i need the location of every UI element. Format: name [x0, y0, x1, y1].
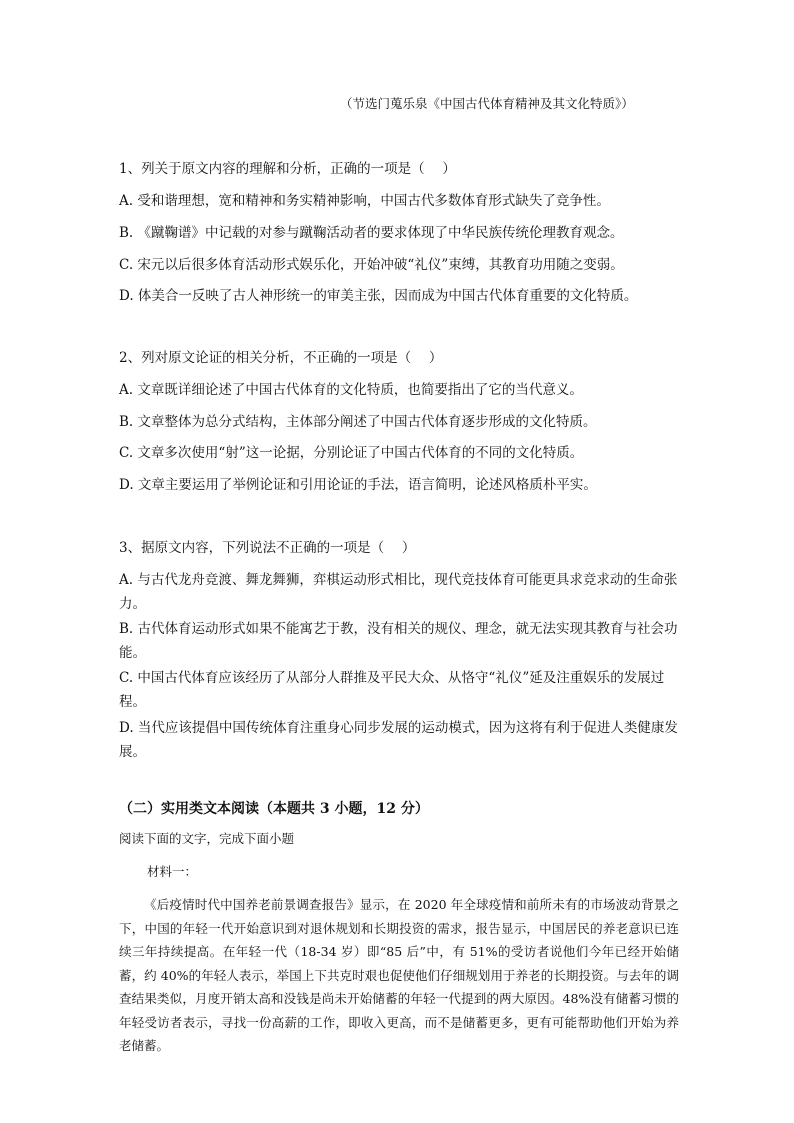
question-1-option-c: C. 宋元以后很多体育活动形式娱乐化，开始冲破“礼仪”束缚，其教育功用随之变弱。: [119, 257, 624, 273]
question-1-option-b: B. 《蹴鞠谱》中记载的对参与蹴鞠活动者的要求体现了中华民族传统伦理教育观念。: [119, 225, 624, 241]
question-3-option-b: B. 古代体育运动形式如果不能寓艺于教，没有相关的规仪、理念，就无法实现其教育与社会功能。: [119, 621, 678, 661]
section-instruction: 阅读下面的文字，完成下面小题: [119, 831, 295, 846]
question-2-stem: 2、列对原文论证的相关分析，不正确的一项是（ ）: [119, 350, 443, 366]
material-paragraph: 《后疫情时代中国养老前景调查报告》显示，在 2020 年全球疫情和前所未有的市场波动背景之下，中国的年轻一代开始意识到对退休规划和长期投资的需求，报告显示，中国居民的养老意识已连续三年持续提高。在年轻一代（18-34 岁）即“85 后”中，有 51%的受访者说他们今年已经开始储蓄，约 40%的年轻人表示，举国上下共克时艰也促使他们仔细规划用于养老的长期投资。与去年的调查结果类似，月度开销太高和没钱是尚未开始储蓄的年轻一代提到的两大原因。48%没有储蓄习惯的年轻受访者表示，寻找一份高薪的工作，即收入更高，而不是储蓄更多，更有可能帮助他们开始为养老储蓄。: [119, 897, 679, 1053]
section-heading: （二）实用类文本阅读（本题共 3 小题，12 分）: [119, 801, 429, 817]
question-1-option-a: A. 受和谐理想，宽和精神和务实精神影响，中国古代多数体育形式缺失了竞争性。: [119, 193, 610, 209]
question-3-option-c: C. 中国古代体育应该经历了从部分人群推及平民大众、从恪守“礼仪”延及注重娱乐的发展过程。: [119, 670, 665, 710]
question-1-option-d: D. 体美合一反映了古人神形统一的审美主张，因而成为中国古代体育重要的文化特质。: [119, 288, 638, 304]
question-3-stem: 3、据原文内容，下列说法不正确的一项是（ ）: [119, 540, 416, 556]
question-2-option-b: B. 文章整体为总分式结构，主体部分阐述了中国古代体育逐步形成的文化特质。: [119, 414, 597, 430]
question-2-option-a: A. 文章既详细论述了中国古代体育的文化特质，也简要指出了它的当代意义。: [119, 382, 583, 398]
question-3-option-a: A. 与古代龙舟竞渡、舞龙舞狮，弈棋运动形式相比，现代竞技体育可能更具求竞求动的生命张力。: [119, 572, 678, 612]
question-1-stem: 1、列关于原文内容的理解和分析，正确的一项是（ ）: [119, 161, 456, 177]
question-2-option-d: D. 文章主要运用了举例论证和引用论证的手法，语言简明，论述风格质朴平实。: [119, 477, 597, 493]
material-label: 材料一：: [147, 864, 198, 879]
question-3-option-d: D. 当代应该提倡中国传统体育注重身心同步发展的运动模式，因为这将有利于促进人类健康发展。: [119, 720, 678, 760]
question-2-option-c: C. 文章多次使用“射”这一论据，分别论证了中国古代体育的不同的文化特质。: [119, 445, 584, 461]
source-citation: （节选门蒐乐泉《中国古代体育精神及其文化特质》）: [340, 96, 634, 111]
